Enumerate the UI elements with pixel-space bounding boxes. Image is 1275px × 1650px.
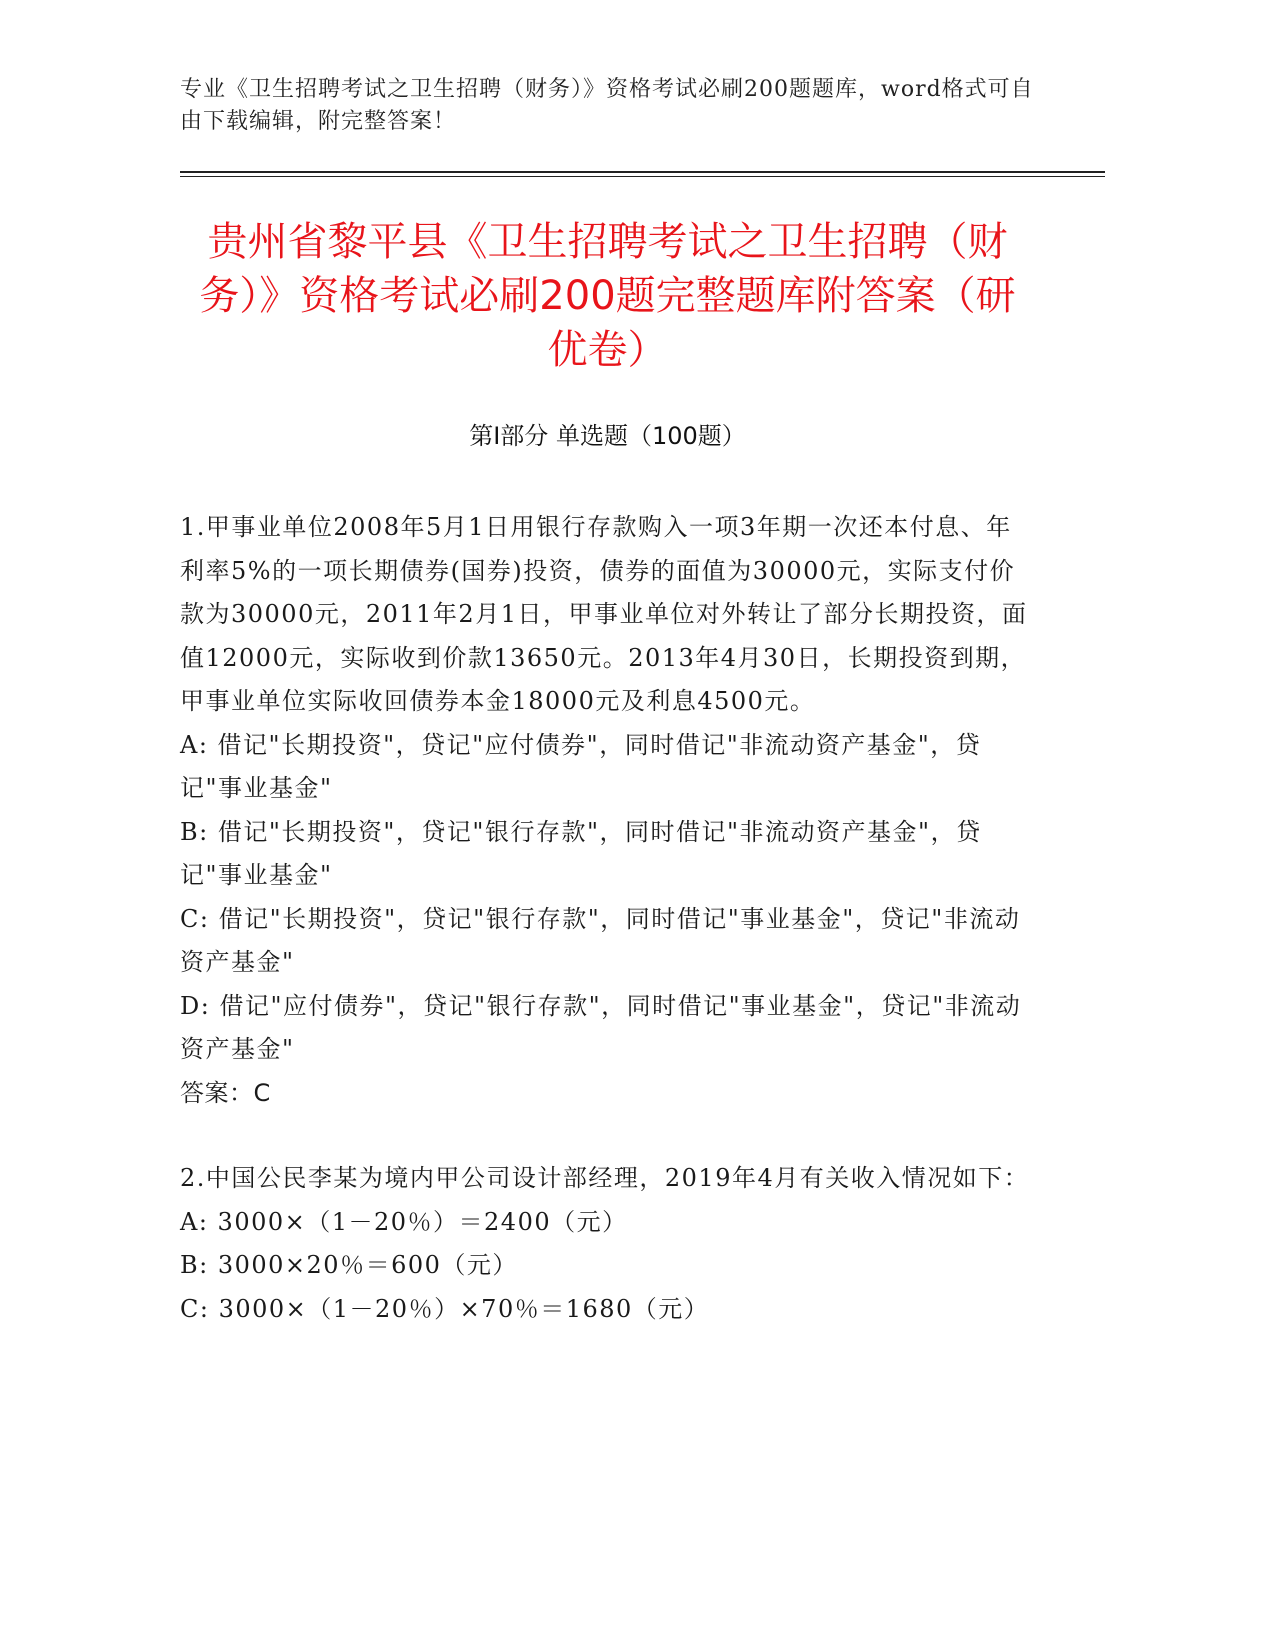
question-option-a: A: 借记"长期投资"，贷记"应付债券"，同时借记"非流动资产基金"，贷记"事业基金" <box>180 730 982 802</box>
question-option-d: D: 借记"应付债券"，贷记"银行存款"，同时借记"事业基金"，贷记"非流动资产基金" <box>180 991 1022 1063</box>
section-title: 第Ⅰ部分 单选题（100题） <box>469 422 746 450</box>
question-spacer <box>180 1115 1030 1157</box>
document-title: 贵州省黎平县《卫生招聘考试之卫生招聘（财务）》资格考试必刷200题完整题库附答案（研优卷） <box>199 219 1016 373</box>
header-note: 专业《卫生招聘考试之卫生招聘（财务）》资格考试必刷200题题库，word格式可自由下载编辑，附完整答案！ <box>180 77 1034 134</box>
question-option-b: B: 3000×20％＝600（元） <box>180 1251 518 1279</box>
header-divider-thick <box>180 171 1105 173</box>
question-option-a: A: 3000×（1－20％）＝2400（元） <box>180 1207 628 1236</box>
header-divider-thin <box>180 176 1105 177</box>
question-option-b: B: 借记"长期投资"，贷记"银行存款"，同时借记"非流动资产基金"，贷记"事业基金" <box>180 817 982 889</box>
question-answer: 答案：C <box>180 1078 271 1107</box>
question-option-c: C: 3000×（1－20％）×70％＝1680（元） <box>180 1294 710 1323</box>
question-stem: 2.中国公民李某为境内甲公司设计部经理，2019年4月有关收入情况如下： <box>180 1164 1030 1192</box>
question-option-c: C: 借记"长期投资"，贷记"银行存款"，同时借记"事业基金"，贷记"非流动资产基金" <box>180 904 1021 976</box>
question-stem: 1.甲事业单位2008年5月1日用银行存款购入一项3年期一次还本付息、年利率5%的一项长期债券(国券)投资，债券的面值为30000元，实际支付价款为30000元，2011年2月1日，甲事业单位对外转让了部分长期投资，面值12000元，实际收到价款13650元。2013年4月30日，长期投资到期，甲事业单位实际收回债券本金18000元及利息4500元。 <box>180 513 1028 715</box>
question-list <box>180 506 1030 1331</box>
